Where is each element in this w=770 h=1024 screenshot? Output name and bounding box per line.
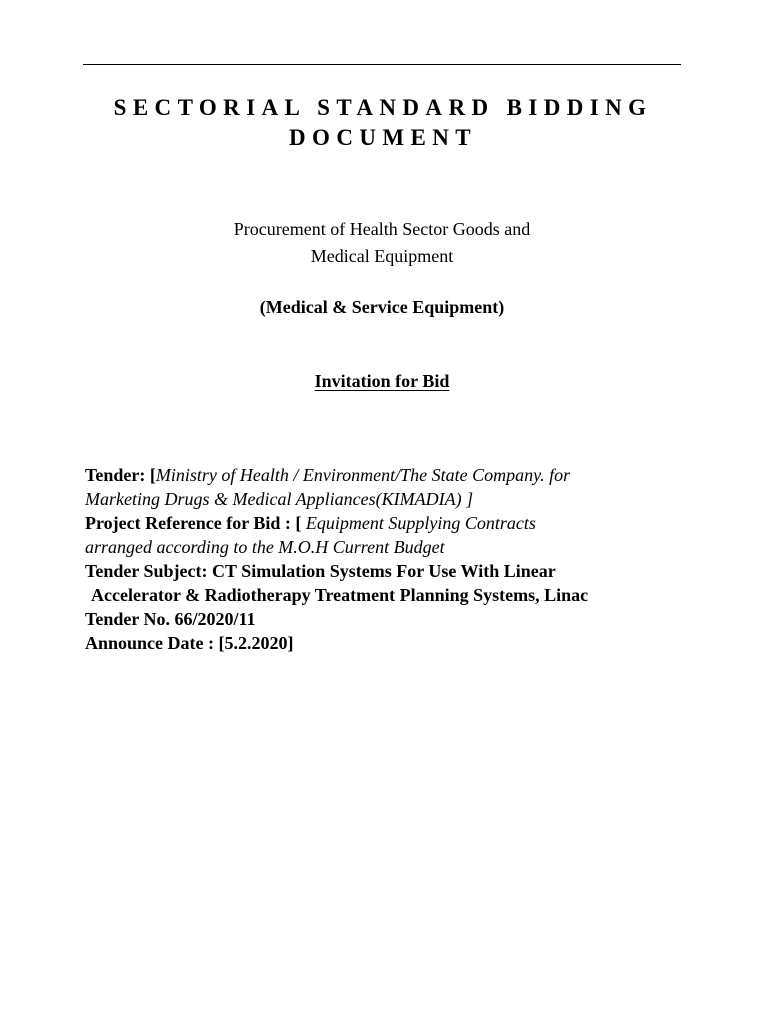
- document-title-line-2: DOCUMENT: [289, 125, 477, 150]
- tender-number: Tender No. 66/2020/11: [85, 609, 256, 629]
- announce-date: Announce Date : [5.2.2020]: [85, 633, 294, 653]
- project-reference-line-1: [85, 511, 685, 535]
- tender-details: [85, 463, 685, 655]
- project-reference-value-line-1: Equipment Supplying Contracts: [305, 513, 536, 533]
- document-title-line-1: SECTORIAL STANDARD BIDDING: [113, 95, 653, 120]
- project-reference-value-line-2: arranged according to the M.O.H Current Budget: [85, 537, 445, 557]
- project-reference-label: Project Reference for Bid :: [85, 513, 291, 533]
- tender-subject-line-2: Accelerator & Radiotherapy Treatment Planning Systems, Linac: [91, 585, 589, 605]
- equipment-category: (Medical & Service Equipment): [259, 297, 505, 317]
- tender-value-line-2: Marketing Drugs & Medical Appliances(KIMADIA) ]: [85, 489, 474, 509]
- document-subtitle: [90, 216, 674, 270]
- header-rule: [83, 64, 681, 65]
- tender-open-bracket: [: [149, 465, 156, 485]
- invitation-heading: Invitation for Bid: [314, 371, 450, 391]
- tender-value-line-1: Ministry of Health / Environment/The State Company. for: [155, 465, 571, 485]
- tender-subject-line-1: Tender Subject: CT Simulation Systems For Use With Linear: [85, 561, 556, 581]
- document-subtitle-line-1: Procurement of Health Sector Goods and: [233, 219, 531, 239]
- project-reference-open-bracket: [: [295, 513, 302, 533]
- tender-label: Tender:: [85, 465, 146, 485]
- document-subtitle-line-2: Medical Equipment: [310, 246, 454, 266]
- document-title: [60, 93, 706, 153]
- tender-line-1: [85, 463, 685, 487]
